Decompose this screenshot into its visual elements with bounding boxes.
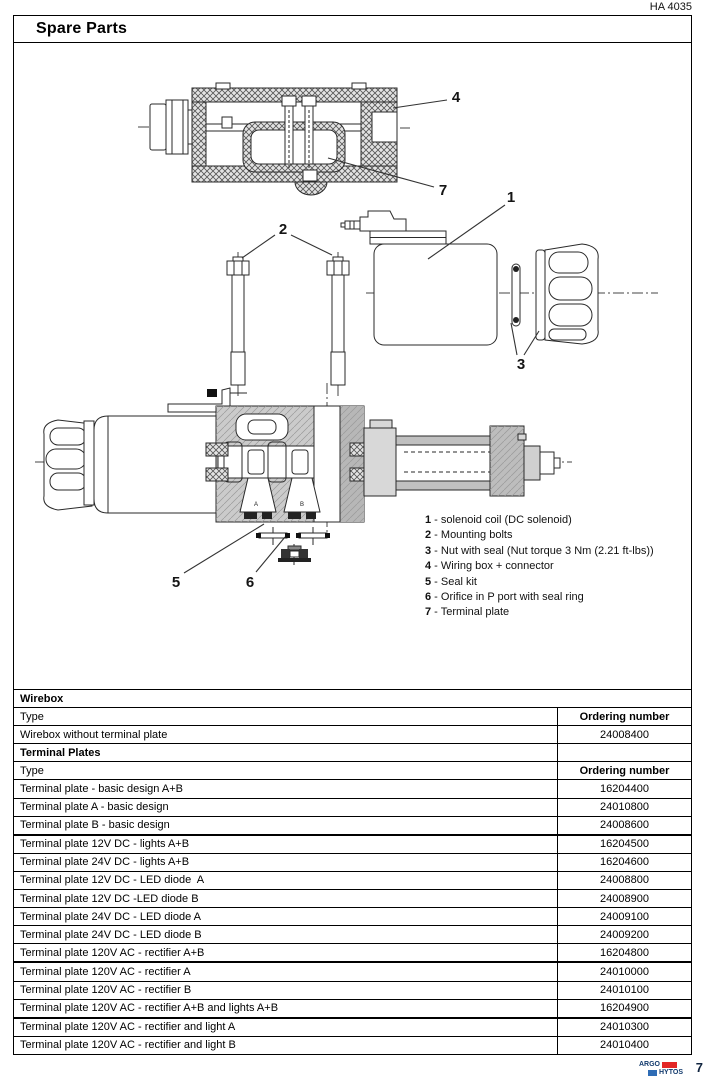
logo-text-hytos: HYTOS — [659, 1069, 683, 1076]
part-type: Terminal plate A - basic design — [20, 801, 169, 814]
legend-separator: - — [431, 560, 441, 573]
table-row — [14, 834, 691, 853]
wiring-box-drawing — [138, 83, 461, 199]
legend-text: Wiring box + connector — [440, 560, 554, 573]
legend-text: Nut with seal (Nut torque 3 Nm (2.21 ft-lbs)) — [440, 544, 654, 557]
logo-text-argo: ARGO — [639, 1061, 660, 1068]
table-header-row — [14, 707, 691, 725]
table-row — [14, 925, 691, 943]
legend-separator: - — [431, 591, 441, 604]
table-row — [14, 816, 691, 834]
legend-item — [425, 528, 687, 543]
empty-cell — [557, 744, 691, 761]
callout-7: 7 — [438, 182, 448, 199]
part-type: Terminal plate 120V AC - rectifier A+B — [20, 946, 205, 959]
legend-separator: - — [431, 514, 441, 526]
part-type: Terminal plate B - basic design — [20, 819, 170, 832]
table-section-terminal-plates — [14, 743, 691, 761]
legend-separator: - — [431, 606, 441, 619]
legend-item — [425, 559, 687, 574]
logo-red-square-icon — [662, 1062, 677, 1068]
argo-hytos-logo — [639, 1061, 683, 1077]
ordering-number: 24008600 — [557, 817, 691, 834]
table-row — [14, 853, 691, 871]
section-title: Terminal Plates — [20, 746, 101, 759]
callout-4: 4 — [451, 89, 461, 106]
logo-blue-square-icon — [648, 1070, 657, 1076]
part-type: Terminal plate 24V DC - LED diode A — [20, 910, 201, 923]
legend-number: 3 — [425, 544, 432, 557]
mounting-bolt — [227, 252, 249, 398]
part-type: Terminal plate 24V DC - LED diode B — [20, 928, 202, 941]
part-type: Terminal plate - basic design A+B — [20, 783, 183, 796]
left-nut — [44, 420, 94, 510]
ordering-number: 16204800 — [557, 944, 691, 961]
column-header-type: Type — [20, 710, 44, 723]
parts-table — [14, 689, 691, 1054]
ordering-number: 24010800 — [557, 799, 691, 816]
table-row — [14, 1036, 691, 1054]
ordering-number: 16204900 — [557, 1000, 691, 1017]
legend-number: 1 — [425, 514, 432, 526]
table-row — [14, 725, 691, 743]
nut — [536, 244, 598, 344]
table-section-wirebox — [14, 689, 691, 707]
legend-item — [425, 590, 687, 605]
ordering-number: 24008400 — [557, 726, 691, 743]
section-title: Wirebox — [20, 692, 64, 705]
part-type: Wirebox without terminal plate — [20, 728, 168, 741]
ordering-number: 16204500 — [557, 836, 691, 853]
table-row — [14, 943, 691, 961]
ordering-number: 24009200 — [557, 926, 691, 943]
table-row — [14, 1017, 691, 1036]
ordering-number: 16204600 — [557, 854, 691, 871]
legend-text: Mounting bolts — [440, 529, 513, 542]
table-row — [14, 871, 691, 889]
legend-separator: - — [431, 575, 441, 588]
table-row — [14, 779, 691, 797]
page-title: Spare Parts — [36, 20, 128, 37]
part-type: Terminal plate 120V AC - rectifier and light B — [20, 1039, 236, 1052]
legend-text: Orifice in P port with seal ring — [440, 591, 584, 604]
callout-3: 3 — [516, 356, 526, 373]
callout-6: 6 — [245, 574, 255, 591]
orifice-part — [278, 544, 311, 565]
legend-number: 4 — [425, 560, 432, 573]
ordering-number: 24008800 — [557, 872, 691, 889]
legend-text: Terminal plate — [440, 606, 510, 619]
column-header-ordering-number: Ordering number — [557, 762, 691, 779]
seal-ring — [512, 264, 520, 326]
ordering-number: 24010300 — [557, 1019, 691, 1036]
legend-number: 7 — [425, 606, 432, 619]
parts-legend — [425, 513, 687, 621]
legend-number: 6 — [425, 591, 432, 604]
part-type: Terminal plate 12V DC -LED diode B — [20, 892, 199, 905]
title-bar — [14, 16, 691, 43]
ordering-number: 24010000 — [557, 963, 691, 980]
part-type: Terminal plate 120V AC - rectifier A+B and lights A+B — [20, 1002, 279, 1015]
callout-1: 1 — [506, 189, 516, 206]
legend-text: solenoid coil (DC solenoid) — [440, 514, 572, 526]
table-row — [14, 798, 691, 816]
table-header-row — [14, 761, 691, 779]
callout-5: 5 — [171, 574, 181, 591]
ordering-number: 24009100 — [557, 908, 691, 925]
ordering-number: 24010400 — [557, 1037, 691, 1054]
legend-item — [425, 544, 687, 559]
part-type: Terminal plate 120V AC - rectifier and light A — [20, 1021, 236, 1034]
table-row — [14, 981, 691, 999]
column-header-type: Type — [20, 764, 44, 777]
table-row — [14, 907, 691, 925]
column-header-ordering-number: Ordering number — [557, 708, 691, 725]
seal-kit-parts — [256, 527, 330, 545]
legend-text: Seal kit — [440, 575, 477, 588]
part-type: Terminal plate 24V DC - lights A+B — [20, 856, 190, 869]
content-frame — [13, 15, 692, 1055]
page-number: 7 — [695, 1060, 703, 1075]
table-row — [14, 999, 691, 1017]
part-type: Terminal plate 12V DC - LED diode A — [20, 874, 205, 887]
ordering-number: 16204400 — [557, 780, 691, 797]
legend-item — [425, 605, 687, 620]
legend-item — [425, 513, 687, 528]
table-row — [14, 889, 691, 907]
table-row — [14, 961, 691, 980]
part-type: Terminal plate 12V DC - lights A+B — [20, 838, 190, 851]
legend-separator: - — [431, 544, 441, 557]
legend-number: 5 — [425, 575, 432, 588]
part-type: Terminal plate 120V AC - rectifier A — [20, 965, 191, 978]
ordering-number: 24010100 — [557, 982, 691, 999]
port-label-a: A — [253, 502, 259, 508]
legend-separator: - — [431, 529, 441, 542]
coil-and-bolts-drawing — [227, 189, 658, 398]
document-reference: HA 4035 — [649, 1, 692, 13]
port-label-b: B — [299, 502, 305, 508]
part-type: Terminal plate 120V AC - rectifier B — [20, 984, 192, 997]
legend-item — [425, 575, 687, 590]
callout-2: 2 — [278, 221, 288, 238]
legend-number: 2 — [425, 529, 432, 542]
mounting-bolt — [327, 252, 349, 398]
ordering-number: 24008900 — [557, 890, 691, 907]
